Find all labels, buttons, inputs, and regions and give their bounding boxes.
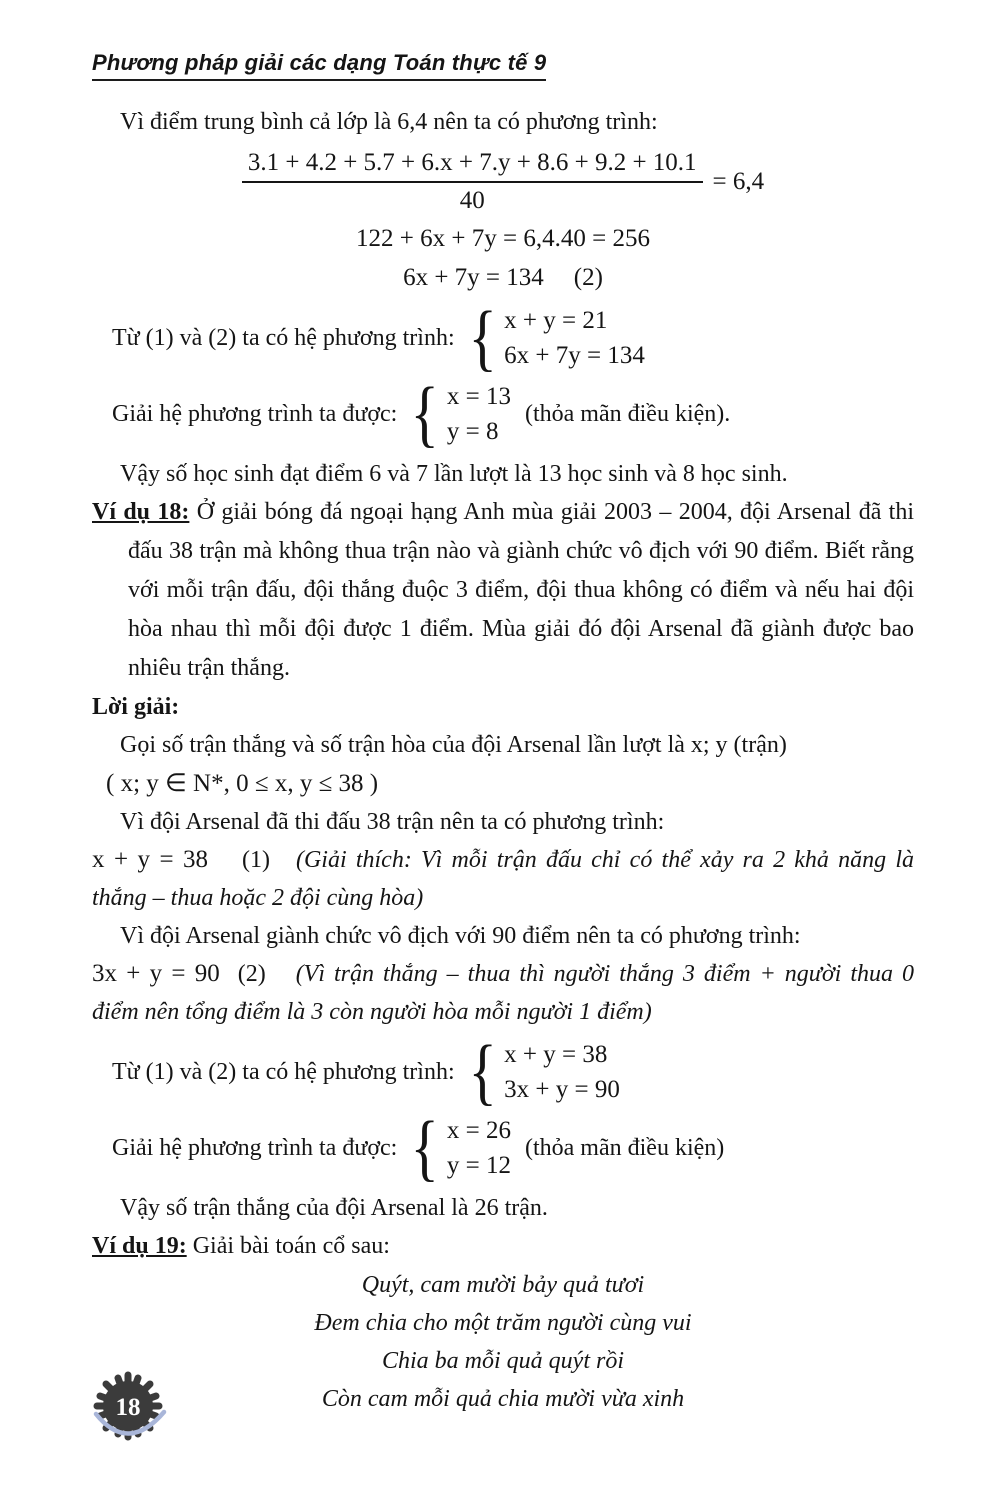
- solution2-label: Giải hệ phương trình ta được:: [112, 1135, 398, 1161]
- solution2-eq2: y = 12: [446, 1152, 511, 1179]
- fraction-equation: [92, 148, 914, 216]
- system1-row: [112, 296, 914, 379]
- example18-eq1: x + y = 38: [92, 846, 208, 873]
- solution1-equations: [447, 379, 511, 449]
- equation-reduced-tag: (2): [573, 264, 603, 291]
- section1-conclusion: Vậy số học sinh đạt điểm 6 và 7 lần lượt là 13 học sinh và 8 học sinh.: [120, 461, 788, 487]
- solution1-row: [112, 372, 914, 455]
- system1-eq1: x + y = 21: [504, 307, 608, 334]
- example18-eq2-note: (Vì trận thắng – thua thì người thắng 3 điểm + người thua 0 điểm nên tổng điểm là 3 còn người hòa mỗi người 1 điểm): [92, 961, 914, 1025]
- left-brace-icon: {: [410, 372, 440, 455]
- fraction: [242, 148, 703, 216]
- solution2-row: [112, 1106, 914, 1189]
- example19-intro: Giải bài toán cổ sau:: [192, 1233, 390, 1259]
- fraction-denominator: 40: [459, 187, 485, 214]
- equation-expanded: 122 + 6x + 7y = 6,4.40 = 256: [356, 225, 650, 252]
- example18-reason1: Vì đội Arsenal đã thi đấu 38 trận nên ta có phương trình:: [120, 809, 665, 835]
- example18-eq2-tag: (2): [237, 961, 266, 987]
- poem-line: Quýt, cam mười bảy quả tươi: [361, 1272, 645, 1298]
- solution1-eq1: x = 13: [446, 383, 511, 410]
- running-title: Phương pháp giải các dạng Toán thực tế 9: [92, 50, 546, 81]
- example18-eq1-line: [92, 841, 914, 917]
- section1-intro: Vì điểm trung bình cả lớp là 6,4 nên ta có phương trình:: [120, 109, 658, 135]
- example18-eq1-note: (Giải thích: Vì mỗi trận đấu chỉ có thể xảy ra 2 khả năng là thắng – thua hoặc 2 đội cùng hòa): [92, 847, 915, 911]
- solution1-label: Giải hệ phương trình ta được:: [112, 401, 398, 427]
- equation-reduced: [92, 258, 914, 297]
- solution2-equations: [447, 1113, 511, 1183]
- page-header: [92, 50, 914, 81]
- system2-eq2: 3x + y = 90: [504, 1076, 620, 1103]
- left-brace-icon: {: [410, 1106, 440, 1189]
- example18-conclusion: Vậy số trận thắng của đội Arsenal là 26 trận.: [120, 1195, 548, 1221]
- example18-label: Ví dụ 18:: [92, 499, 190, 525]
- example18-reason2: Vì đội Arsenal giành chức vô địch với 90 điểm nên ta có phương trình:: [120, 923, 801, 949]
- example18-eq2-line: [92, 955, 914, 1031]
- fraction-rhs: = 6,4: [712, 168, 765, 195]
- example18-eq1-tag: (1): [242, 847, 270, 873]
- poem-line: Chia ba mỗi quả quýt rồi: [381, 1348, 624, 1374]
- example18-call-vars: Gọi số trận thắng và số trận hòa của đội Arsenal lần lượt là x; y (trận): [120, 732, 787, 758]
- page-number: 18: [115, 1394, 141, 1421]
- solution2-eq1: x = 26: [446, 1117, 511, 1144]
- poem-line: Còn cam mỗi quả chia mười vừa xinh: [321, 1386, 685, 1412]
- system1-eq2: 6x + 7y = 134: [504, 342, 645, 369]
- solution1-eq2: y = 8: [446, 418, 499, 445]
- poem-line: Đem chia cho một trăm người cùng vui: [314, 1310, 692, 1336]
- example18-condition: ( x; y ∈ N*, 0 ≤ x, y ≤ 38 ): [106, 770, 379, 797]
- example19-label: Ví dụ 19:: [92, 1233, 187, 1259]
- system1-equations: [504, 303, 645, 373]
- example18-text: Ở giải bóng đá ngoại hạng Anh mùa giải 2003 – 2004, đội Arsenal đã thi đấu 38 trận mà không thua trận nào và giành chức vô địch với 90 điểm. Biết rằng với mỗi trận đấu, đội thắng đuộc 3 điểm, đội thua không có điểm và nếu hai đội hòa nhau thì mỗi đội được 1 điểm. Mùa giải đó đội Arsenal đã giành được bao nhiêu trận thắng.: [128, 499, 915, 681]
- example18-statement: [92, 493, 914, 688]
- equation-reduced-body: 6x + 7y = 134: [403, 264, 544, 291]
- system2-equations: [504, 1037, 620, 1107]
- solution1-note: (thỏa mãn điều kiện).: [524, 401, 731, 427]
- gear-icon: [90, 1368, 194, 1464]
- system2-eq1: x + y = 38: [504, 1041, 608, 1068]
- example18-eq2: 3x + y = 90: [92, 960, 220, 987]
- example19-statement: [92, 1227, 914, 1266]
- page-number-badge: [90, 1368, 194, 1471]
- solution-heading: Lời giải:: [92, 694, 180, 720]
- system2-row: [112, 1030, 914, 1113]
- left-brace-icon: {: [468, 1030, 497, 1113]
- fraction-numerator: 3.1 + 4.2 + 5.7 + 6.x + 7.y + 8.6 + 9.2 + 10.1: [242, 148, 703, 183]
- solution2-note: (thỏa mãn điều kiện): [524, 1135, 725, 1161]
- left-brace-icon: {: [468, 296, 497, 379]
- system1-label: Từ (1) và (2) ta có hệ phương trình:: [112, 325, 455, 351]
- system2-label: Từ (1) và (2) ta có hệ phương trình:: [112, 1059, 455, 1085]
